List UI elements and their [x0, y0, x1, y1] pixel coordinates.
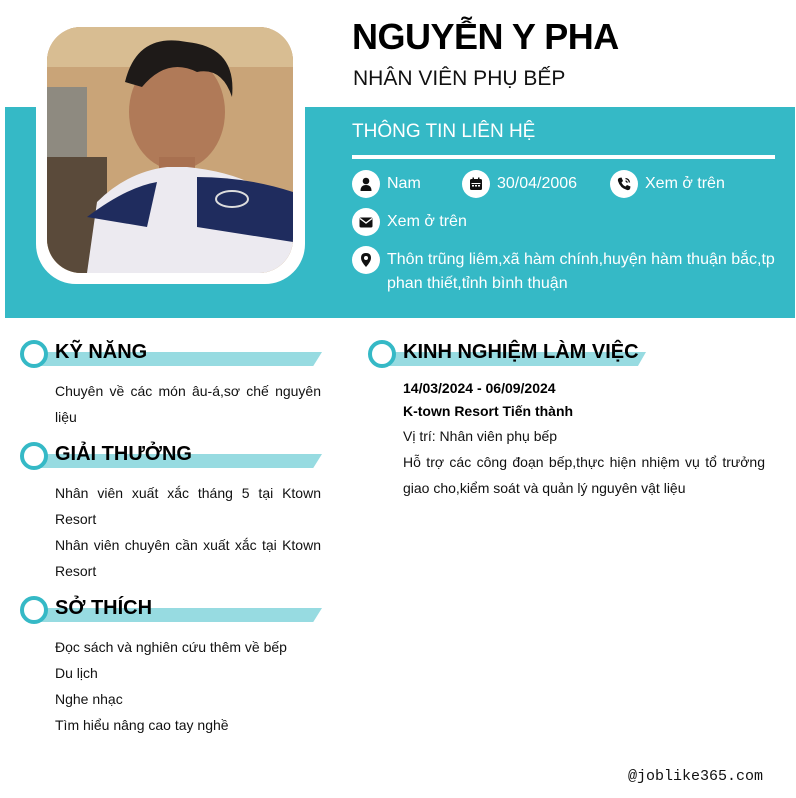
user-icon: [352, 170, 380, 198]
circle-bullet-icon: [20, 442, 48, 470]
contact-email: [352, 210, 467, 236]
contact-address: [352, 248, 777, 296]
hobbies-section-header: [20, 594, 322, 624]
contact-gender: [352, 172, 421, 198]
candidate-name: NGUYỄN Y PHA: [352, 16, 619, 57]
skills-title: KỸ NĂNG: [55, 341, 148, 363]
email-value: Xem ở trên: [387, 213, 467, 230]
award-item: Nhân viên chuyên cần xuất xắc tại Ktown Resort: [55, 537, 321, 579]
address-value: Thôn trũng liêm,xã hàm chính,huyện hàm thuận bắc,tp phan thiết,tỉnh bình thuận: [387, 251, 775, 292]
experience-title: KINH NGHIỆM LÀM VIỆC: [403, 341, 639, 363]
experience-date: 14/03/2024 - 06/09/2024: [403, 380, 556, 396]
envelope-icon: [352, 208, 380, 236]
awards-list: [55, 480, 321, 584]
portrait-photo-icon: [47, 27, 293, 273]
skills-text: Chuyên về các món âu-á,sơ chế nguyên liệu: [55, 383, 321, 425]
experience-position: Vị trí: Nhân viên phụ bếp: [403, 428, 558, 444]
hobby-item: Du lịch: [55, 665, 98, 681]
award-item: Nhân viên xuất xắc tháng 5 tại Ktown Resort: [55, 485, 321, 527]
experience-company: K-town Resort Tiến thành: [403, 403, 574, 419]
experience-section-header: [368, 338, 648, 368]
experience-entry: [403, 377, 765, 501]
birthday-value: 30/04/2006: [497, 175, 578, 192]
circle-bullet-icon: [368, 340, 396, 368]
hobbies-list: [55, 634, 321, 738]
contact-section-title: THÔNG TIN LIÊN HỆ: [352, 121, 536, 142]
experience-description: Hỗ trợ các công đoạn bếp,thực hiện nhiệm vụ tổ trưởng giao cho,kiểm soát và quản lý nguyên vật liệu: [403, 454, 765, 496]
skills-section-header: [20, 338, 322, 368]
phone-value: Xem ở trên: [645, 175, 725, 192]
circle-bullet-icon: [20, 596, 48, 624]
awards-title: GIẢI THƯỞNG: [55, 443, 192, 465]
map-pin-icon: [352, 246, 380, 274]
circle-bullet-icon: [20, 340, 48, 368]
contact-divider: [352, 155, 775, 159]
gender-value: Nam: [387, 175, 421, 192]
watermark: @joblike365.com: [628, 768, 764, 785]
awards-section-header: [20, 440, 322, 470]
calendar-icon: [462, 170, 490, 198]
contact-phone: [610, 172, 725, 198]
hobby-item: Tìm hiểu nâng cao tay nghề: [55, 717, 229, 733]
hobby-item: Nghe nhạc: [55, 691, 123, 707]
job-title: NHÂN VIÊN PHỤ BẾP: [353, 67, 566, 90]
contact-birthday: [462, 172, 577, 198]
profile-photo: [47, 27, 293, 273]
phone-icon: [610, 170, 638, 198]
hobbies-title: SỞ THÍCH: [55, 597, 153, 619]
hobby-item: Đọc sách và nghiên cứu thêm về bếp: [55, 639, 287, 655]
